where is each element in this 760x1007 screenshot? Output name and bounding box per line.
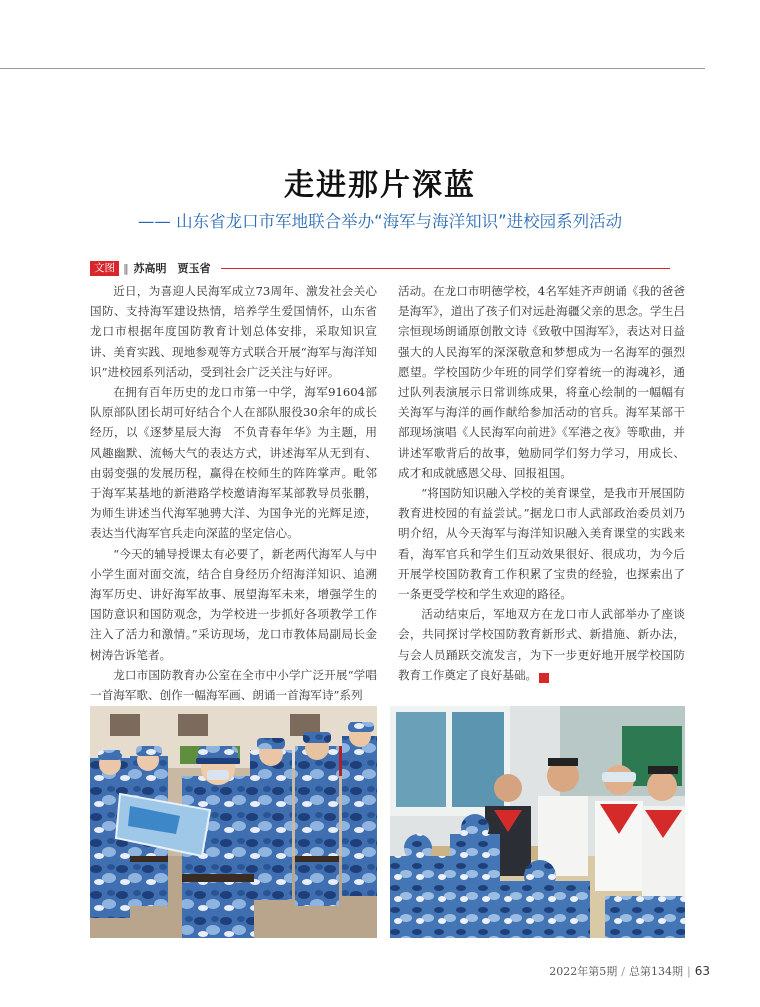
article-subtitle: —— 山东省龙口市军地联合举办“海军与海洋知识”进校园系列活动: [137, 212, 623, 231]
paragraph: “今天的辅导授课太有必要了，新老两代海军人与中小学生面对面交流，结合自身经历介绍海洋知识、追溯海军历史、讲好海军故事、展望海军未来，增强学生的国防意识和国防观念，为学校进一步抓好各项教学工作注入了活力和激情。”采访现场，龙口市教体局副局长金树涛告诉笔者。: [90, 546, 377, 662]
article-title: 走进那片深蓝: [284, 168, 476, 203]
article-column-right: [398, 281, 685, 685]
total-issue-label: 总第134期: [629, 965, 683, 978]
article-column-left: [90, 281, 377, 705]
paragraph: 活动。在龙口市明德学校，4名军娃齐声朗诵《我的爸爸是海军》，道出了孩子们对远赴海疆父亲的思念。学生吕宗恒现场朗诵原创散文诗《致敬中国海军》，表达对日益强大的人民海军的深深敬意和梦想成为一名海军的强烈愿望。学校国防少年班的同学们穿着统一的海魂衫，通过队列表演展示日常训练成果，将童心绘制的一幅幅有关海军与海洋的画作献给参加活动的官兵。海军某部干部现场演唱《人民海军向前进》《军港之夜》等歌曲，并讲述军歌背后的故事，勉励同学们努力学习，用成长、成才和成就感恩父母、回报祖国。: [398, 284, 685, 480]
byline: [90, 260, 670, 276]
photo-students-camouflage: [90, 706, 377, 938]
page-number: 63: [694, 964, 710, 978]
top-rule: [0, 68, 705, 69]
paragraph-text: 活动结束后，军地双方在龙口市人武部举办了座谈会，共同探讨学校国防教育新形式、新措施、新办法，与会人员踊跃交流发言，为下一步更好地开展学校国防教育工作奠定了良好基础。: [398, 607, 685, 682]
byline-rule: [221, 268, 671, 269]
footer-slash: /: [621, 964, 625, 978]
byline-authors: 苏高明 贾玉省: [133, 262, 211, 275]
page-footer: [549, 963, 710, 979]
photo-sailors-classroom: [390, 706, 685, 938]
paragraph-final: [398, 604, 685, 685]
footer-divider: |: [687, 964, 691, 978]
paragraph: 近日，为喜迎人民海军成立73周年、激发社会关心国防、支持海军建设热情，培养学生爱国情怀，山东省龙口市根据年度国防教育计划总体安排，采取知识宣讲、美育实践、现地参观等方式联合开展“海军与海洋知识”进校园系列活动，受到社会广泛关注与好评。: [90, 284, 377, 379]
paragraph: 在拥有百年历史的龙口市第一中学，海军91604部队原部队团长胡可好结合个人在部队服役30余年的成长经历，以《逐梦星辰大海 不负青春年华》为主题，用风趣幽默、流畅大气的表达方式，讲述海军从无到有、由弱变强的发展历程，赢得在校师生的阵阵掌声。毗邻于海军某基地的新港路学校邀请海军某部教导员张鹏，为师生讲述当代海军驰骋大洋、为国争光的光辉足迹，表达当代海军官兵走向深蓝的坚定信心。: [90, 385, 377, 541]
end-mark-icon: G: [539, 673, 549, 683]
byline-separator: ‖: [123, 261, 128, 275]
paragraph: 龙口市国防教育办公室在全市中小学广泛开展“学唱一首海军歌、创作一幅海军画、朗诵一首海军诗”系列: [90, 667, 377, 703]
issue-label: 2022年第5期: [549, 965, 618, 978]
paragraph: “将国防知识融入学校的美育课堂，是我市开展国防教育进校园的有益尝试。”据龙口市人武部政治委员刘乃明介绍，从今天海军与海洋知识融入美育课堂的实践来看，海军官兵和学生们互动效果很好、很成功，为今后开展学校国防教育工作积累了宝贵的经验，也探索出了一条更受学校和学生欢迎的路径。: [398, 486, 685, 602]
byline-tag: 文图: [90, 261, 119, 276]
photo-students-camouflage-image: [90, 706, 377, 938]
photo-sailors-classroom-image: [390, 706, 685, 938]
